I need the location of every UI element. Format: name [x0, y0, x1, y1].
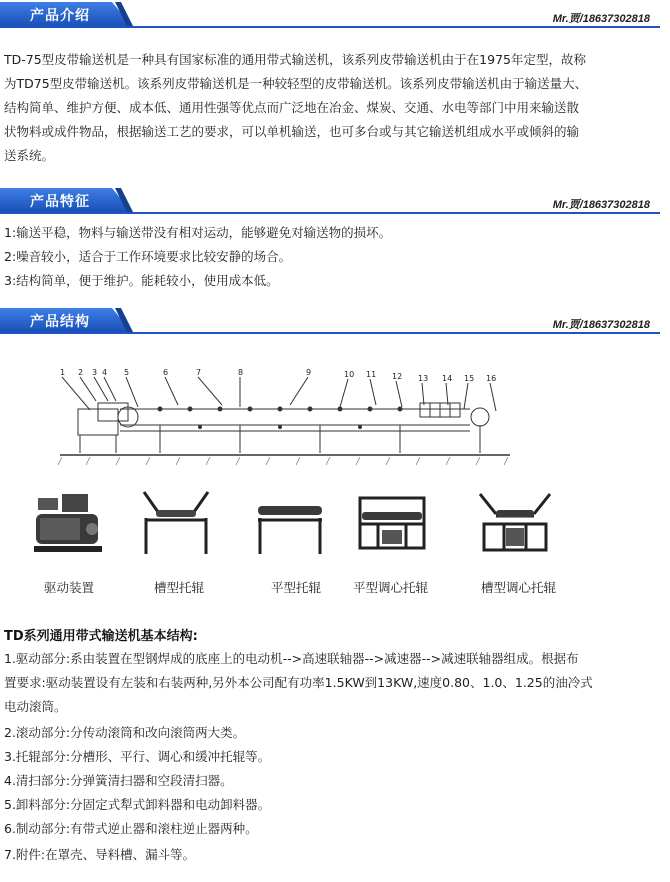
structure-item: 3.托辊部分:分槽形、平行、调心和缓冲托辊等。 — [4, 749, 271, 764]
structure-item: 置要求:驱动装置设有左装和右装两种,另外本公司配有功率1.5KW到13KW,速度0.80、1.0、1.25的油冷式 — [4, 675, 593, 690]
caption-flat-idler: 平型托辊 — [271, 580, 322, 595]
structure-item: 4.清扫部分:分弹簧清扫器和空段清扫器。 — [4, 773, 233, 788]
section-header-intro — [0, 2, 660, 28]
structure-item: 电动滚筒。 — [4, 699, 67, 714]
contact-info: Mr.贾/18637302818 — [552, 199, 650, 211]
structure-item: 5.卸料部分:分固定式犁式卸料器和电动卸料器。 — [4, 797, 271, 812]
diagram-number: 1 — [60, 368, 66, 377]
diagram-number: 8 — [238, 368, 244, 377]
diagram-number: 12 — [392, 372, 403, 381]
caption-drive-unit: 驱动装置 — [44, 580, 95, 595]
intro-line: TD-75型皮带输送机是一种具有国家标准的通用带式输送机，该系列皮带输送机由于在1975年定型，故称 — [4, 52, 586, 67]
contact-info: Mr.贾/18637302818 — [552, 319, 650, 331]
intro-line: 结构简单、维护方便、成本低、通用性强等优点而广泛地在冶金、煤炭、交通、水电等部门中用来输送散 — [4, 100, 580, 115]
feature-item: 1:输送平稳，物料与输送带没有相对运动，能够避免对输送物的损坏。 — [4, 225, 392, 240]
diagram-number: 14 — [442, 374, 453, 383]
diagram-number: 3 — [92, 368, 98, 377]
section-header-structure — [0, 308, 660, 334]
section-title-features: 产品特征 — [30, 194, 90, 210]
structure-item: 1.驱动部分:系由装置在型钢焊成的底座上的电动机-->高速联轴器-->减速器-->减速联轴器组成。根据布 — [4, 651, 579, 666]
section-title-structure: 产品结构 — [30, 314, 90, 330]
feature-item: 2:噪音较小，适合于工作环境要求比较安静的场合。 — [4, 249, 292, 264]
basic-structure-title: TD系列通用带式输送机基本结构: — [4, 629, 198, 644]
feature-item: 3:结构简单，便于维护。能耗较小，使用成本低。 — [4, 273, 279, 288]
structure-item: 2.滚动部分:分传动滚筒和改向滚筒两大类。 — [4, 725, 246, 740]
diagram-number: 5 — [124, 368, 130, 377]
diagram-number: 7 — [196, 368, 202, 377]
structure-item: 7.附件:在罩壳、导料槽、漏斗等。 — [4, 847, 196, 862]
diagram-number: 13 — [418, 374, 429, 383]
section-title-intro: 产品介绍 — [30, 8, 90, 24]
diagram-number: 6 — [163, 368, 169, 377]
troughed-idler-photo — [136, 484, 216, 566]
flat-self-aligning-idler-photo — [352, 484, 432, 566]
diagram-number: 15 — [464, 374, 475, 383]
intro-line: 为TD75型皮带输送机。该系列皮带输送机是一种较轻型的皮带输送机。该系列皮带输送机由于输送量大、 — [4, 76, 588, 91]
intro-line: 送系统。 — [4, 148, 55, 163]
structure-item: 6.制动部分:有带式逆止器和滚柱逆止器两种。 — [4, 821, 258, 836]
diagram-number: 10 — [344, 370, 355, 379]
drive-unit-photo — [34, 484, 104, 566]
troughed-self-aligning-idler-photo — [474, 484, 556, 566]
caption-troughed-idler: 槽型托辊 — [154, 580, 205, 595]
conveyor-schematic-diagram — [50, 365, 520, 470]
section-header-features — [0, 188, 660, 214]
intro-paragraph — [4, 48, 656, 168]
diagram-number: 2 — [78, 368, 84, 377]
diagram-number: 4 — [102, 368, 108, 377]
flat-idler-photo — [250, 484, 330, 566]
contact-info: Mr.贾/18637302818 — [552, 13, 650, 25]
diagram-number: 9 — [306, 368, 312, 377]
diagram-number: 16 — [486, 374, 497, 383]
caption-flat-self-aligning-idler: 平型调心托辊 — [353, 580, 429, 595]
caption-troughed-self-aligning-idler: 槽型调心托辊 — [481, 580, 557, 595]
diagram-number: 11 — [366, 370, 377, 379]
intro-line: 状物料或成件物品，根据输送工艺的要求，可以单机输送，也可多台或与其它输送机组成水平或倾斜的输 — [4, 124, 580, 139]
